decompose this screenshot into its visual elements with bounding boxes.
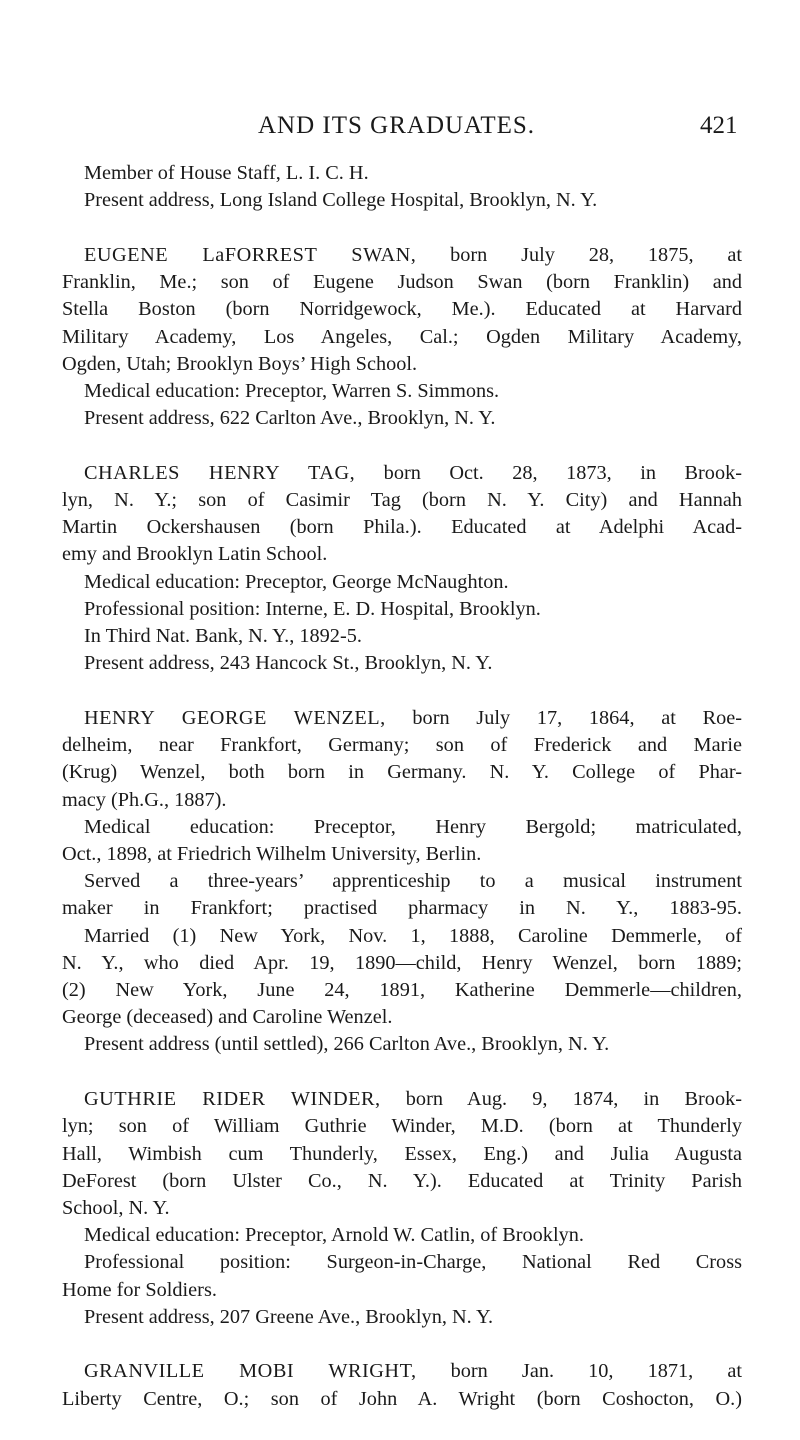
text-line: Home for Soldiers. (62, 1278, 217, 1301)
text-line: macy (Ph.G., 1887). (62, 788, 227, 811)
text-line: Member of House Staff, L. I. C. H. (84, 162, 369, 184)
text-line: Present address (until settled), 266 Carlton Ave., Brooklyn, N. Y. (84, 1033, 610, 1056)
text-fragment: born Oct. 28, 1873, in Brook- (355, 461, 742, 484)
running-title: AND ITS GRADUATES. (258, 112, 536, 139)
text-line: emy and Brooklyn Latin School. (62, 543, 328, 566)
entry-biography (62, 460, 742, 678)
text-line: Married (1) New York, Nov. 1, 1888, Caroline Demmerle, of (84, 924, 742, 947)
entry-biography (62, 242, 742, 432)
text-line: In Third Nat. Bank, N. Y., 1892-5. (84, 625, 362, 648)
entry-first-line (62, 242, 742, 269)
text-line: Present address, Long Island College Hospital, Brooklyn, N. Y. (84, 189, 598, 212)
person-name: EUGENE LaFORREST SWAN, (84, 243, 417, 266)
entry-biography (62, 1086, 742, 1331)
text-line: Franklin, Me.; son of Eugene Judson Swan (born Franklin) and (62, 271, 742, 294)
text-fragment: born July 17, 1864, at Roe- (385, 706, 742, 729)
text-line: DeForest (born Ulster Co., N. Y.). Educated at Trinity Parish (62, 1169, 742, 1192)
text-line: delheim, near Frankfort, Germany; son of Frederick and Marie (62, 734, 742, 757)
text-line: Medical education: Preceptor, Henry Bergold; matriculated, (84, 815, 742, 838)
text-fragment: born Aug. 9, 1874, in Brook- (380, 1088, 742, 1111)
text-line: Professional position: Interne, E. D. Hospital, Brooklyn. (84, 597, 541, 620)
text-line: Medical education: Preceptor, Arnold W. Catlin, of Brooklyn. (84, 1224, 584, 1247)
text-line: Medical education: Preceptor, Warren S. Simmons. (84, 379, 500, 402)
person-name: GRANVILLE MOBI WRIGHT, (84, 1360, 417, 1383)
text-line: Present address, 622 Carlton Ave., Brooklyn, N. Y. (84, 407, 496, 430)
entry-continuation (62, 160, 742, 214)
text-line: Served a three-years’ apprenticeship to a musical instrument (84, 870, 742, 893)
running-head (0, 112, 800, 146)
text-line: Present address, 207 Greene Ave., Brooklyn, N. Y. (84, 1305, 494, 1328)
text-line: lyn, N. Y.; son of Casimir Tag (born N. Y. City) and Hannah (62, 489, 742, 512)
page-number: 421 (700, 112, 738, 139)
text-fragment: born July 28, 1875, at (416, 243, 742, 266)
text-line: Hall, Wimbish cum Thunderly, Essex, Eng.) and Julia Augusta (62, 1142, 742, 1165)
person-name: CHARLES HENRY TAG, (84, 461, 356, 484)
text-fragment: born Jan. 10, 1871, at (416, 1360, 742, 1383)
person-name: HENRY GEORGE WENZEL, (84, 706, 386, 729)
text-line: George (deceased) and Caroline Wenzel. (62, 1006, 393, 1029)
text-line: Stella Boston (born Norridgewock, Me.). Educated at Harvard (62, 298, 742, 321)
text-line: School, N. Y. (62, 1196, 170, 1219)
text-line: Martin Ockershausen (born Phila.). Educated at Adelphi Acad- (62, 516, 742, 539)
text-line: Ogden, Utah; Brooklyn Boys’ High School. (62, 352, 418, 375)
text-line: (Krug) Wenzel, both born in Germany. N. Y. College of Phar- (62, 761, 742, 784)
text-line: N. Y., who died Apr. 19, 1890—child, Henry Wenzel, born 1889; (62, 951, 742, 974)
entry-first-line (62, 1358, 742, 1385)
entry-biography (62, 705, 742, 1059)
person-name: GUTHRIE RIDER WINDER, (84, 1088, 381, 1111)
text-line: maker in Frankfort; practised pharmacy in N. Y., 1883-95. (62, 897, 742, 920)
entry-first-line (62, 1086, 742, 1113)
entry-first-line (62, 705, 742, 732)
text-line: lyn; son of William Guthrie Winder, M.D. (born at Thunderly (62, 1115, 742, 1138)
entry-first-line (62, 460, 742, 487)
text-line: (2) New York, June 24, 1891, Katherine Demmerle—children, (62, 978, 742, 1001)
text-line: Liberty Centre, O.; son of John A. Wright (born Coshocton, O.) (62, 1387, 742, 1410)
entry-biography (62, 1358, 742, 1412)
text-line: Present address, 243 Hancock St., Brooklyn, N. Y. (84, 652, 493, 675)
text-line: Professional position: Surgeon-in-Charge, National Red Cross (84, 1251, 742, 1274)
text-line: Military Academy, Los Angeles, Cal.; Ogden Military Academy, (62, 325, 742, 348)
text-line: Medical education: Preceptor, George McNaughton. (84, 570, 509, 593)
text-line: Oct., 1898, at Friedrich Wilhelm University, Berlin. (62, 842, 482, 865)
page-body (62, 160, 742, 1440)
